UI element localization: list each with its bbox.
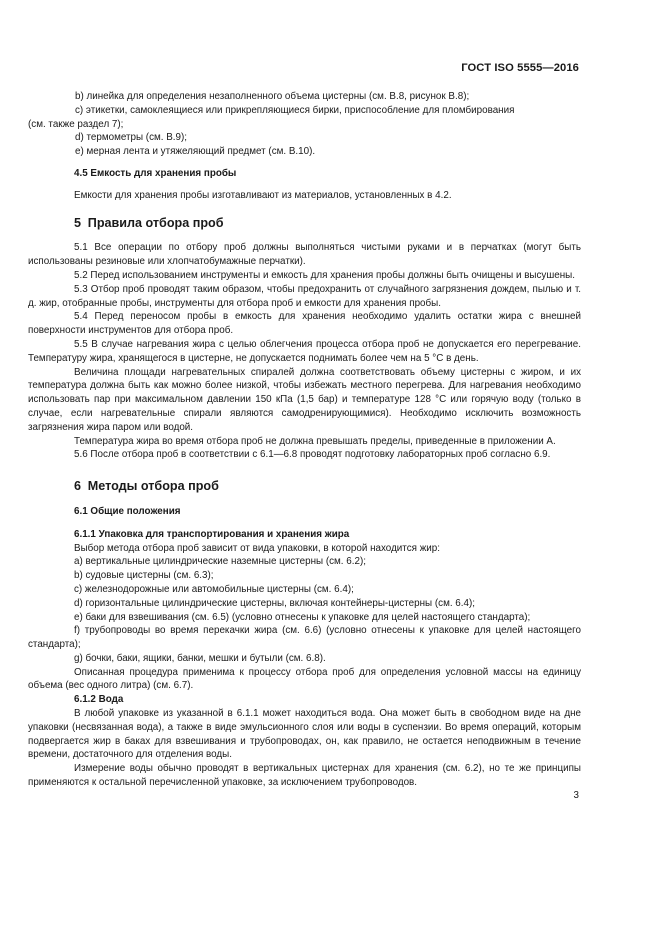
page-content (28, 90, 581, 790)
section-5-heading (74, 217, 581, 232)
section-6-heading (74, 480, 581, 495)
page-number: 3 (573, 790, 579, 801)
paragraph-5-5b: Величина площади нагревательных спиралей должна соответствовать объему цистерны с жиром, и их температура должна быть как можно более низкой, чтобы избежать местного перегрева. Для нагревания необходимо использовать пар при максимальном давлении 150 кПа (1,5 бар) и температуре 128 °С или горячую воду (только в случае, если нагревательные спирали являются самодренирующимися). Необходимо исключить возможность загрязнения жира паром или водой. (28, 366, 581, 433)
list-item-c-cont: (см. также раздел 7); (28, 118, 124, 130)
subsection-6-1-title: 6.1 Общие положения (74, 505, 181, 517)
section-5-title: Правила отбора проб (87, 215, 224, 230)
list-item-e: e) мерная лента и утяжеляющий предмет (см. В.10). (75, 146, 316, 158)
paragraph-procedure: Описанная процедура применима к процессу отбора проб для определения условной массы на единицу объема (вес одного литра) (см. 6.7). (28, 666, 581, 692)
list-item-c: c) железнодорожные или автомобильные цистерны (см. 6.4); (74, 583, 354, 595)
paragraph-5-1: 5.1 Все операции по отбору проб должны выполняться чистыми руками и в перчатках (могут быть использованы резиновые или хлопчатобумажные перчатки). (28, 242, 581, 268)
section-5-body (28, 241, 581, 462)
subsection-6-1-2-title: 6.1.2 Вода (74, 694, 124, 706)
paragraph-5-5: 5.5 В случае нагревания жира с целью облегчения процесса отбора проб не допускается его перегревание. Температуру жира, хранящегося в цистерне, не допускается поднимать более чем на 5 °С в день. (28, 338, 581, 364)
section-6-number: 6 (74, 479, 82, 494)
list-item-d: d) термометры (см. В.9); (75, 132, 188, 144)
paragraph-5-3: 5.3 Отбор проб проводят таким образом, чтобы предохранить от случайного загрязнения дождем, пылью и т. д. жир, отобранные пробы, инструменты для отбора проб и емкости для хранения пробы. (28, 283, 581, 309)
section-6-body (28, 542, 581, 790)
list-item-f: f) трубопроводы во время перекачки жира (см. 6.6) (условно отнесены к упаковке для целей настоящего стандарта); (28, 625, 581, 651)
list-item-g: g) бочки, баки, ящики, банки, мешки и бутыли (см. 6.8). (74, 652, 326, 664)
paragraph-5-6: 5.6 После отбора проб в соответствии с 6.1—6.8 проводят подготовку лабораторных проб согласно 6.9. (74, 449, 551, 461)
list-item-b: b) судовые цистерны (см. 6.3); (74, 570, 214, 582)
paragraph-5-5c: Температура жира во время отбора проб не должна превышать пределы, приведенные в приложении А. (74, 435, 556, 447)
list-item-e: e) баки для взвешивания (см. 6.5) (условно отнесены к упаковке для целей настоящего стандарта); (74, 611, 531, 623)
list-item-d: d) горизонтальные цилиндрические цистерны, включая контейнеры-цистерны (см. 6.4); (74, 597, 475, 609)
subsection-4-5-title: 4.5 Емкость для хранения пробы (74, 167, 237, 179)
list-item-c: c) этикетки, самоклеящиеся или прикрепляющиеся бирки, приспособление для пломбирования (75, 104, 515, 116)
section-6-title: Методы отбора проб (87, 479, 219, 494)
list-item-b: b) линейка для определения незаполненного объема цистерны (см. В.8, рисунок В.8); (75, 91, 470, 102)
list-item-a: a) вертикальные цилиндрические наземные цистерны (см. 6.2); (74, 556, 366, 568)
paragraph-5-4: 5.4 Перед переносом пробы в емкость для хранения необходимо удалить остатки жира с внешней поверхности инструментов для отбора проб. (28, 311, 581, 337)
paragraph-water-2: Измерение воды обычно проводят в вертикальных цистернах для хранения (см. 6.2), но те же принципы применяются к остальной перечисленной упаковке, за исключением трубопроводов. (28, 763, 581, 789)
paragraph-water-1: В любой упаковке из указанной в 6.1.1 может находиться вода. Она может быть в свободном виде на дне упаковки (несвязанная вода), а также в виде эмульсионного слоя или воды в суспензии. Во время операций, которым подвергается жир в баках для взвешивания и трубопроводах, он, как правило, не остается неподвижным в течение времени, достаточного для отделения воды. (28, 708, 581, 761)
paragraph-5-2: 5.2 Перед использованием инструменты и емкость для хранения пробы должны быть очищены и высушены. (74, 269, 575, 281)
document-header: ГОСТ ISO 5555—2016 (461, 62, 579, 74)
section-5-number: 5 (74, 215, 82, 230)
subsection-6-1-1-title: 6.1.1 Упаковка для транспортирования и хранения жира (74, 528, 350, 540)
list-intro: Выбор метода отбора проб зависит от вида упаковки, в которой находится жир: (74, 542, 440, 554)
subsection-4-5-text: Емкости для хранения пробы изготавливают из материалов, установленных в 4.2. (74, 189, 452, 201)
